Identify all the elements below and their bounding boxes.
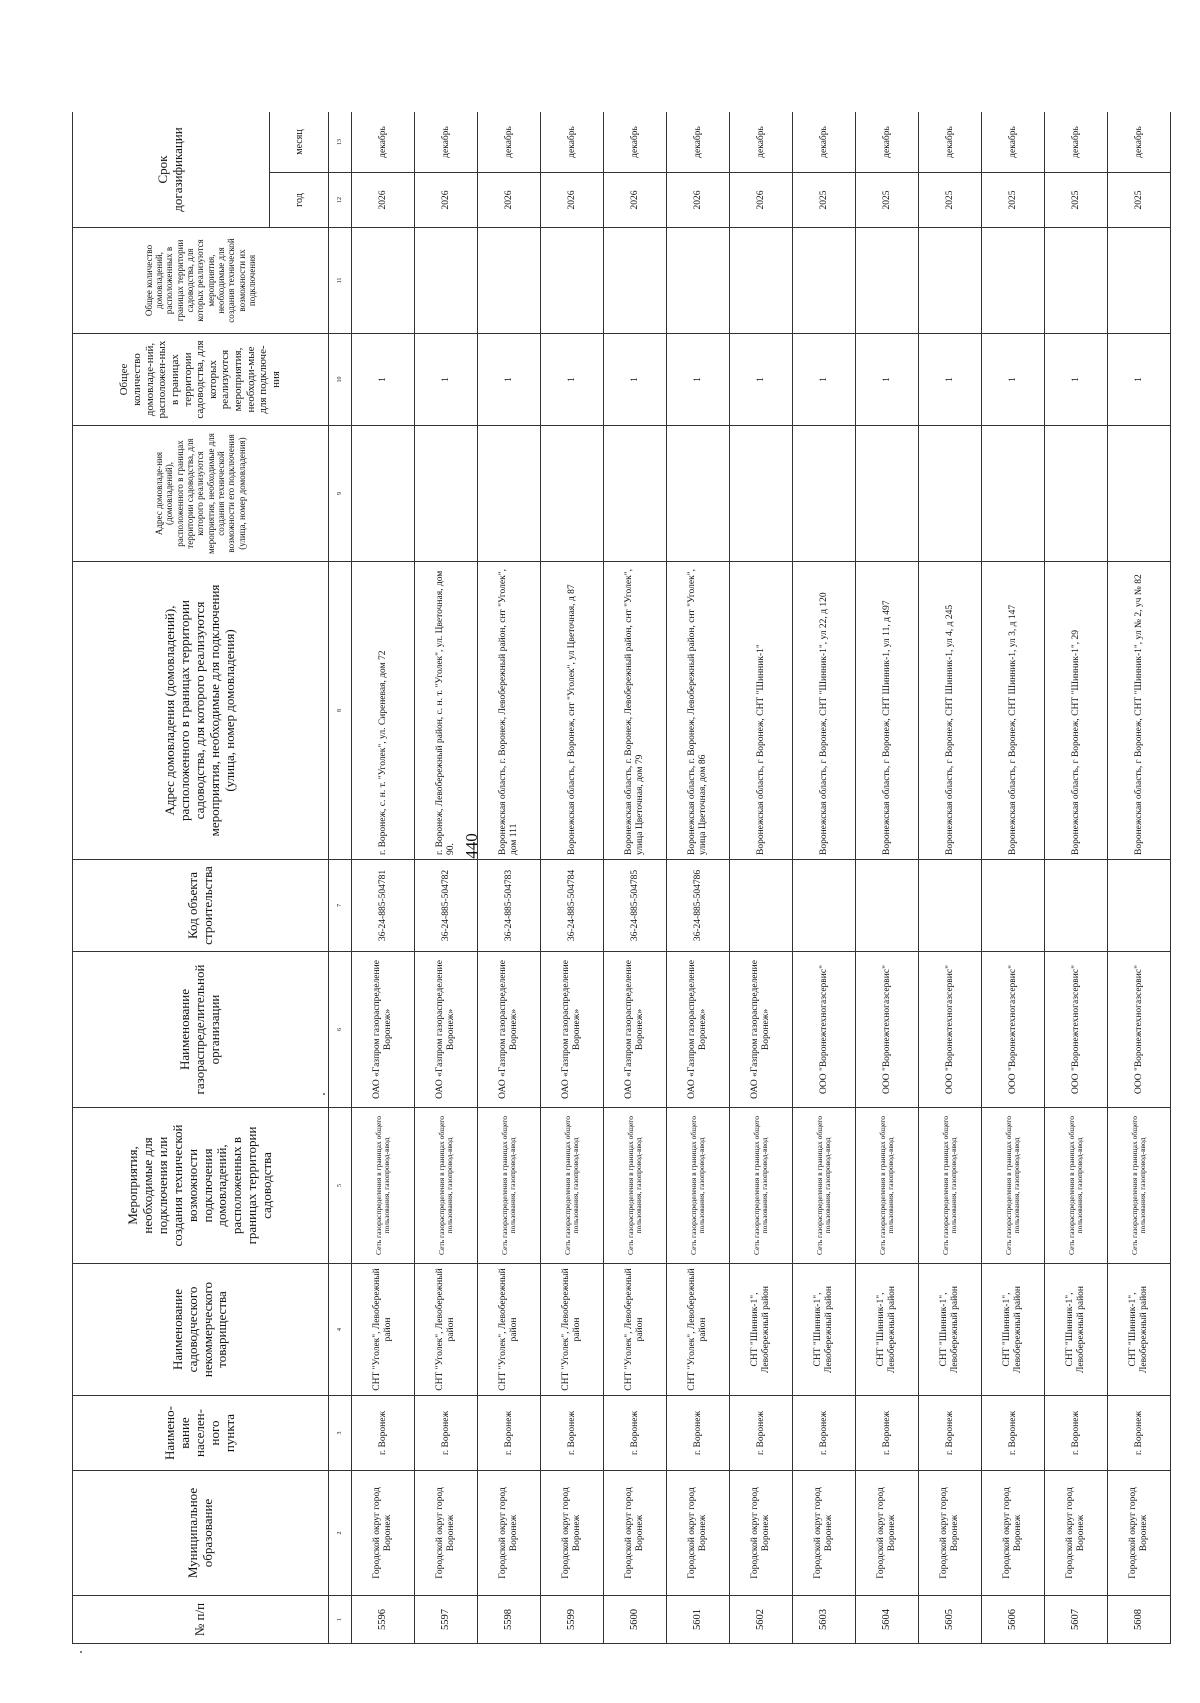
scan-speck xyxy=(323,1093,325,1095)
col-header-partnership: Наименование садоводческого некоммерческого товарищества xyxy=(73,1264,329,1396)
year-cell: 2026 xyxy=(352,173,415,228)
partnership-cell: СНТ "Уголек", Левобережный район xyxy=(352,1264,415,1396)
measures-cell: Сеть газораспределения в границах общего пользования, газопровод-ввод xyxy=(604,1108,667,1264)
municipality-cell: Городской округ город Воронеж xyxy=(1108,1471,1171,1596)
address-cell: Воронежская область, г. Воронеж, Левобережный район, снт "Уголек", дом 111 xyxy=(478,562,541,860)
table-row xyxy=(667,112,730,1644)
col-header-count1: Общее количество домовладе-ний, расположен-ных в границах территории садоводства, для которых реализуются мероприятия, необходи-мые для подключе-ния xyxy=(73,334,329,426)
year-cell: 2025 xyxy=(856,173,919,228)
municipality-cell: Городской округ город Воронеж xyxy=(415,1471,478,1596)
month-cell: декабрь xyxy=(415,112,478,173)
count2-cell xyxy=(415,228,478,334)
table-row xyxy=(793,112,856,1644)
partnership-cell: СНТ "Шинник-1", Левобережный район xyxy=(730,1264,793,1396)
month-cell: декабрь xyxy=(478,112,541,173)
partnership-cell: СНТ "Уголек", Левобережный район xyxy=(604,1264,667,1396)
gdo-cell: ООО "Воронежтехногазсервис" xyxy=(982,952,1045,1108)
column-number: 1 xyxy=(329,1596,352,1644)
table-row xyxy=(352,112,415,1644)
address2-cell xyxy=(415,426,478,562)
address2-cell xyxy=(604,426,667,562)
gasification-register-table xyxy=(72,112,1171,1644)
scan-speck xyxy=(80,1651,82,1653)
table-row xyxy=(856,112,919,1644)
month-cell: декабрь xyxy=(1108,112,1171,173)
count1-cell: 1 xyxy=(604,334,667,426)
count1-cell: 1 xyxy=(667,334,730,426)
gdo-cell: ОАО «Газпром газораспределение Воронеж» xyxy=(415,952,478,1108)
column-number: 9 xyxy=(329,426,352,562)
count1-cell: 1 xyxy=(982,334,1045,426)
address-cell: Воронежская область, г Воронеж, СНТ Шинник-1, ул 11, д 497 xyxy=(856,562,919,860)
column-number: 8 xyxy=(329,562,352,860)
col-header-month: месяц xyxy=(270,112,329,173)
address2-cell xyxy=(856,426,919,562)
year-cell: 2026 xyxy=(667,173,730,228)
municipality-cell: Городской округ город Воронеж xyxy=(667,1471,730,1596)
partnership-cell: СНТ "Шинник-1", Левобережный район xyxy=(856,1264,919,1396)
column-number: 10 xyxy=(329,334,352,426)
year-cell: 2026 xyxy=(730,173,793,228)
municipality-cell: Городской округ город Воронеж xyxy=(856,1471,919,1596)
count2-cell xyxy=(478,228,541,334)
col-header-address: Адрес домовладения (домовладений), расположенного в границах территории садоводства, для которого реализуются мероприятия, необходимые для подключения (улица, номер домовладения) xyxy=(73,562,329,860)
municipality-cell: Городской округ город Воронеж xyxy=(541,1471,604,1596)
settlement-cell: г. Воронеж xyxy=(793,1396,856,1471)
row-number: 5599 xyxy=(541,1596,604,1644)
settlement-cell: г. Воронеж xyxy=(982,1396,1045,1471)
address2-cell xyxy=(919,426,982,562)
measures-cell: Сеть газораспределения в границах общего пользования, газопровод-ввод xyxy=(793,1108,856,1264)
measures-cell: Сеть газораспределения в границах общего пользования, газопровод-ввод xyxy=(667,1108,730,1264)
page-number: 440 xyxy=(462,833,481,859)
partnership-cell: СНТ "Уголек", Левобережный район xyxy=(667,1264,730,1396)
measures-cell: Сеть газораспределения в границах общего пользования, газопровод-ввод xyxy=(541,1108,604,1264)
settlement-cell: г. Воронеж xyxy=(541,1396,604,1471)
measures-cell: Сеть газораспределения в границах общего пользования, газопровод-ввод xyxy=(919,1108,982,1264)
count2-cell xyxy=(1108,228,1171,334)
address2-cell xyxy=(1045,426,1108,562)
col-header-count2: Общее количество домовладений, расположенных в границах территории садоводства, для которых реализуются мероприятия, необходимые для создания технической возможности их подключения xyxy=(73,228,329,334)
gdo-cell: ОАО «Газпром газораспределение Воронеж» xyxy=(541,952,604,1108)
column-number: 5 xyxy=(329,1108,352,1264)
col-header-measures: Мероприятия, необходимые для подключения или создания технической возможности подключения домовладений, расположенных в границах территории садоводства xyxy=(73,1108,329,1264)
month-cell: декабрь xyxy=(793,112,856,173)
address-cell: Воронежская область, г Воронеж, СНТ "Шинник-1" xyxy=(730,562,793,860)
partnership-cell: СНТ "Шинник-1", Левобережный район xyxy=(919,1264,982,1396)
gdo-cell: ОАО «Газпром газораспределение Воронеж» xyxy=(730,952,793,1108)
address-cell: Воронежская область, г Воронеж, СНТ Шинник-1, ул 4, д 245 xyxy=(919,562,982,860)
count1-cell: 1 xyxy=(919,334,982,426)
count1-cell: 1 xyxy=(478,334,541,426)
address-cell: Воронежская область, г Воронеж, СНТ "Шинник-1", ул 22, д 120 xyxy=(793,562,856,860)
month-cell: декабрь xyxy=(982,112,1045,173)
count1-cell: 1 xyxy=(1108,334,1171,426)
address2-cell xyxy=(1108,426,1171,562)
column-numbers-row xyxy=(329,112,352,1644)
object-code-cell xyxy=(730,860,793,952)
row-number: 5596 xyxy=(352,1596,415,1644)
municipality-cell: Городской округ город Воронеж xyxy=(982,1471,1045,1596)
gdo-cell: ОАО «Газпром газораспределение Воронеж» xyxy=(478,952,541,1108)
count1-cell: 1 xyxy=(541,334,604,426)
table-row xyxy=(478,112,541,1644)
measures-cell: Сеть газораспределения в границах общего пользования, газопровод-ввод xyxy=(1045,1108,1108,1264)
measures-cell: Сеть газораспределения в границах общего пользования, газопровод-ввод xyxy=(982,1108,1045,1264)
settlement-cell: г. Воронеж xyxy=(604,1396,667,1471)
object-code-cell: 36-24-885-504781 xyxy=(352,860,415,952)
year-cell: 2025 xyxy=(1045,173,1108,228)
settlement-cell: г. Воронеж xyxy=(352,1396,415,1471)
partnership-cell: СНТ "Шинник-1", Левобережный район xyxy=(982,1264,1045,1396)
object-code-cell xyxy=(919,860,982,952)
count1-cell: 1 xyxy=(856,334,919,426)
count2-cell xyxy=(919,228,982,334)
month-cell: декабрь xyxy=(667,112,730,173)
column-number: 13 xyxy=(329,112,352,173)
address-cell: Воронежская область, г. Воронеж, Левобережный район, снт "Уголек", улица Цветочная, дом 79 xyxy=(604,562,667,860)
measures-cell: Сеть газораспределения в границах общего пользования, газопровод-ввод xyxy=(856,1108,919,1264)
gdo-cell: ООО "Воронежтехногазсервис" xyxy=(856,952,919,1108)
month-cell: декабрь xyxy=(730,112,793,173)
count2-cell xyxy=(667,228,730,334)
column-number: 4 xyxy=(329,1264,352,1396)
year-cell: 2026 xyxy=(604,173,667,228)
year-cell: 2025 xyxy=(982,173,1045,228)
row-number: 5598 xyxy=(478,1596,541,1644)
address2-cell xyxy=(352,426,415,562)
year-cell: 2026 xyxy=(415,173,478,228)
row-number: 5607 xyxy=(1045,1596,1108,1644)
column-number: 2 xyxy=(329,1471,352,1596)
measures-cell: Сеть газораспределения в границах общего пользования, газопровод-ввод xyxy=(415,1108,478,1264)
column-number: 3 xyxy=(329,1396,352,1471)
table-row xyxy=(1045,112,1108,1644)
rotated-table-container xyxy=(72,112,1171,1644)
row-number: 5600 xyxy=(604,1596,667,1644)
address-cell: Воронежская область, г Воронеж, СНТ Шинник-1, ул 3, д 147 xyxy=(982,562,1045,860)
table-row xyxy=(604,112,667,1644)
table-row xyxy=(982,112,1045,1644)
row-number: 5604 xyxy=(856,1596,919,1644)
object-code-cell xyxy=(793,860,856,952)
count1-cell: 1 xyxy=(1045,334,1108,426)
partnership-cell: СНТ "Уголек", Левобережный район xyxy=(541,1264,604,1396)
year-cell: 2026 xyxy=(541,173,604,228)
column-number: 7 xyxy=(329,860,352,952)
address-cell: г. Воронеж, с. н. т. "Уголек", ул. Сиреневая, дом 72 xyxy=(352,562,415,860)
partnership-cell: СНТ "Уголек", Левобережный район xyxy=(478,1264,541,1396)
col-header-no: № п/п xyxy=(73,1596,329,1644)
partnership-cell: СНТ "Шинник-1", Левобережный район xyxy=(1108,1264,1171,1396)
count2-cell xyxy=(982,228,1045,334)
count1-cell: 1 xyxy=(730,334,793,426)
measures-cell: Сеть газораспределения в границах общего пользования, газопровод-ввод xyxy=(478,1108,541,1264)
object-code-cell: 36-24-885-504782 xyxy=(415,860,478,952)
count2-cell xyxy=(793,228,856,334)
row-number: 5597 xyxy=(415,1596,478,1644)
month-cell: декабрь xyxy=(1045,112,1108,173)
object-code-cell: 36-24-885-504785 xyxy=(604,860,667,952)
year-cell: 2025 xyxy=(793,173,856,228)
document-table-frame xyxy=(72,112,1171,1644)
row-number: 5602 xyxy=(730,1596,793,1644)
address2-cell xyxy=(793,426,856,562)
table-row xyxy=(919,112,982,1644)
settlement-cell: г. Воронеж xyxy=(415,1396,478,1471)
column-number: 12 xyxy=(329,173,352,228)
table-row xyxy=(1108,112,1171,1644)
count1-cell: 1 xyxy=(352,334,415,426)
object-code-cell: 36-24-885-504786 xyxy=(667,860,730,952)
row-number: 5606 xyxy=(982,1596,1045,1644)
settlement-cell: г. Воронеж xyxy=(478,1396,541,1471)
count1-cell: 1 xyxy=(793,334,856,426)
month-cell: декабрь xyxy=(856,112,919,173)
table-row xyxy=(541,112,604,1644)
gdo-cell: ОАО «Газпром газораспределение Воронеж» xyxy=(352,952,415,1108)
partnership-cell: СНТ "Шинник-1", Левобережный район xyxy=(793,1264,856,1396)
col-header-code: Код объекта строительства xyxy=(73,860,329,952)
count2-cell xyxy=(352,228,415,334)
municipality-cell: Городской округ город Воронеж xyxy=(919,1471,982,1596)
col-header-settlement: Наимено-вание населен-ного пункта xyxy=(73,1396,329,1471)
address-cell: Воронежская область, г Воронеж, СНТ "Шинник-1", ул № 2, уч № 82 xyxy=(1108,562,1171,860)
gdo-cell: ООО "Воронежтехногазсервис" xyxy=(1108,952,1171,1108)
col-header-deadline: Срок догазификации xyxy=(73,112,270,228)
col-header-gdo: Наименование газораспределительной организации xyxy=(73,952,329,1108)
address2-cell xyxy=(982,426,1045,562)
col-header-address2: Адрес домовладе-ния (домовладений), расположенного в границах территории садоводства, для которого реализуются мероприятия, необходимые для создания технической возможности его подключения (улица, номер домовладения) xyxy=(73,426,329,562)
year-cell: 2026 xyxy=(478,173,541,228)
settlement-cell: г. Воронеж xyxy=(1045,1396,1108,1471)
year-cell: 2025 xyxy=(1108,173,1171,228)
object-code-cell xyxy=(982,860,1045,952)
table-row xyxy=(415,112,478,1644)
column-number: 11 xyxy=(329,228,352,334)
row-number: 5603 xyxy=(793,1596,856,1644)
month-cell: декабрь xyxy=(352,112,415,173)
count2-cell xyxy=(730,228,793,334)
object-code-cell xyxy=(1108,860,1171,952)
gdo-cell: ОАО «Газпром газораспределение Воронеж» xyxy=(667,952,730,1108)
settlement-cell: г. Воронеж xyxy=(1108,1396,1171,1471)
settlement-cell: г. Воронеж xyxy=(730,1396,793,1471)
count2-cell xyxy=(856,228,919,334)
municipality-cell: Городской округ город Воронеж xyxy=(793,1471,856,1596)
table-row xyxy=(730,112,793,1644)
gdo-cell: ООО "Воронежтехногазсервис" xyxy=(793,952,856,1108)
header-row xyxy=(73,112,270,1644)
year-cell: 2025 xyxy=(919,173,982,228)
gdo-cell: ООО "Воронежтехногазсервис" xyxy=(1045,952,1108,1108)
object-code-cell xyxy=(1045,860,1108,952)
object-code-cell: 36-24-885-504783 xyxy=(478,860,541,952)
row-number: 5608 xyxy=(1108,1596,1171,1644)
object-code-cell xyxy=(856,860,919,952)
address-cell: Воронежская область, г Воронеж, снт "Уголек", ул Цветочная, д 87 xyxy=(541,562,604,860)
address-cell: Воронежская область, г Воронеж, СНТ "Шинник-1", 29 xyxy=(1045,562,1108,860)
address2-cell xyxy=(730,426,793,562)
object-code-cell: 36-24-885-504784 xyxy=(541,860,604,952)
partnership-cell: СНТ "Шинник-1", Левобережный район xyxy=(1045,1264,1108,1396)
partnership-cell: СНТ "Уголек", Левобережный район xyxy=(415,1264,478,1396)
gdo-cell: ОАО «Газпром газораспределение Воронеж» xyxy=(604,952,667,1108)
address2-cell xyxy=(541,426,604,562)
address-cell: Воронежская область, г. Воронеж, Левобережный район, снт "Уголек", улица Цветочная, дом 86 xyxy=(667,562,730,860)
municipality-cell: Городской округ город Воронеж xyxy=(352,1471,415,1596)
count2-cell xyxy=(604,228,667,334)
measures-cell: Сеть газораспределения в границах общего пользования, газопровод-ввод xyxy=(352,1108,415,1264)
measures-cell: Сеть газораспределения в границах общего пользования, газопровод-ввод xyxy=(1108,1108,1171,1264)
settlement-cell: г. Воронеж xyxy=(667,1396,730,1471)
month-cell: декабрь xyxy=(541,112,604,173)
settlement-cell: г. Воронеж xyxy=(919,1396,982,1471)
month-cell: декабрь xyxy=(604,112,667,173)
municipality-cell: Городской округ город Воронеж xyxy=(604,1471,667,1596)
row-number: 5601 xyxy=(667,1596,730,1644)
column-number: 6 xyxy=(329,952,352,1108)
address-cell: г. Воронеж, Левобережный район, с. н. т. "Уголек", ул. Цветочная, дом 90. xyxy=(415,562,478,860)
col-header-municipality: Муниципальное образование xyxy=(73,1471,329,1596)
count2-cell xyxy=(1045,228,1108,334)
address2-cell xyxy=(478,426,541,562)
municipality-cell: Городской округ город Воронеж xyxy=(478,1471,541,1596)
row-number: 5605 xyxy=(919,1596,982,1644)
measures-cell: Сеть газораспределения в границах общего пользования, газопровод-ввод xyxy=(730,1108,793,1264)
municipality-cell: Городской округ город Воронеж xyxy=(1045,1471,1108,1596)
count2-cell xyxy=(541,228,604,334)
gdo-cell: ООО "Воронежтехногазсервис" xyxy=(919,952,982,1108)
month-cell: декабрь xyxy=(919,112,982,173)
municipality-cell: Городской округ город Воронеж xyxy=(730,1471,793,1596)
settlement-cell: г. Воронеж xyxy=(856,1396,919,1471)
col-header-year: год xyxy=(270,173,329,228)
count1-cell: 1 xyxy=(415,334,478,426)
address2-cell xyxy=(667,426,730,562)
